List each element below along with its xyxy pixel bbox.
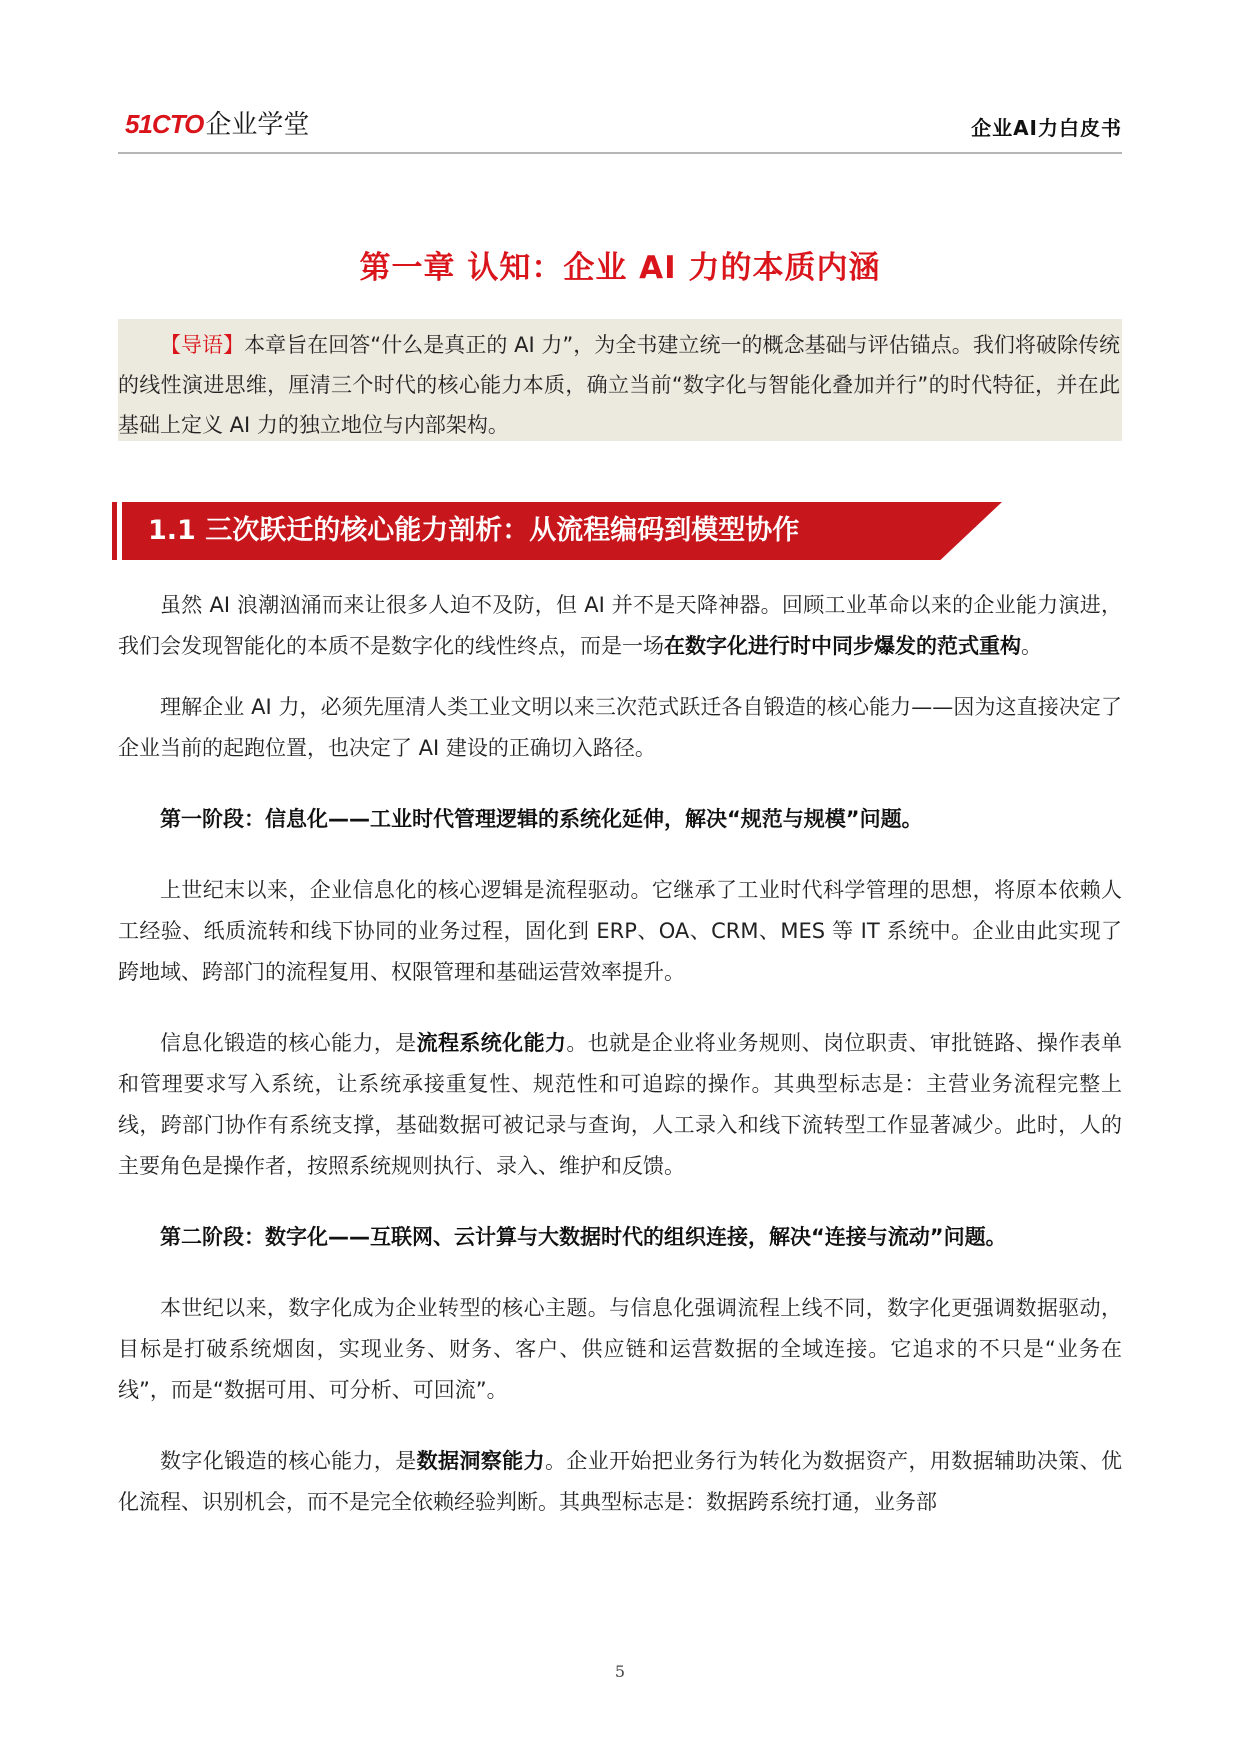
paragraph-1-end: 。 bbox=[1021, 634, 1042, 658]
paragraph-1 bbox=[118, 585, 1122, 667]
paragraph-6 bbox=[118, 1441, 1122, 1523]
brand-logo bbox=[125, 108, 309, 141]
paragraph-1-emphasis: 在数字化进行时中同步爆发的范式重构 bbox=[664, 634, 1021, 658]
paragraph-6-post: 。企业开始把业务行为转化为数据资产，用数据辅助决策、优化流程、识别机会，而不是完全依赖经验判断。其典型标志是：数据跨系统打通，业务部 bbox=[118, 1449, 1123, 1514]
paragraph-4-pre: 信息化锻造的核心能力，是 bbox=[160, 1031, 417, 1055]
paragraph-4-post: 。也就是企业将业务规则、岗位职责、审批链路、操作表单和管理要求写入系统，让系统承接重复性、规范性和可追踪的操作。其典型标志是：主营业务流程完整上线，跨部门协作有系统支撑，基础数据可被记录与查询，人工录入和线下流转型工作显著减少。此时，人的主要角色是操作者，按照系统规则执行、录入、维护和反馈。 bbox=[118, 1031, 1123, 1178]
intro-box bbox=[118, 319, 1122, 441]
section-banner-bar bbox=[112, 502, 117, 560]
body-content bbox=[118, 585, 1122, 1543]
logo-mark: 51CTO bbox=[125, 109, 204, 139]
page-number: 5 bbox=[614, 1662, 626, 1681]
logo-text: 企业学堂 bbox=[205, 110, 310, 140]
stage-1-heading: 第一阶段：信息化——工业时代管理逻辑的系统化延伸，解决“规范与规模”问题。 bbox=[160, 807, 923, 831]
intro-paragraph bbox=[118, 325, 1120, 445]
paragraph-1-text: 虽然 AI 浪潮汹涌而来让很多人迫不及防，但 AI 并不是天降神器。回顾工业革命以来的企业能力演进，我们会发现智能化的本质不是数字化的线性终点，而是一场 bbox=[118, 593, 1122, 658]
paragraph-4-emphasis: 流程系统化能力 bbox=[416, 1031, 567, 1055]
section-banner bbox=[112, 502, 1002, 560]
intro-text: 本章旨在回答“什么是真正的 AI 力”，为全书建立统一的概念基础与评估锚点。我们将破除传统的线性演进思维，厘清三个时代的核心能力本质，确立当前“数字化与智能化叠加并行”的时代特征，并在此基础上定义 AI 力的独立地位与内部架构。 bbox=[118, 333, 1121, 437]
stage-2-heading: 第二阶段：数字化——互联网、云计算与大数据时代的组织连接，解决“连接与流动”问题。 bbox=[160, 1225, 1007, 1249]
paragraph-4 bbox=[118, 1023, 1122, 1187]
paragraph-3: 上世纪末以来，企业信息化的核心逻辑是流程驱动。它继承了工业时代科学管理的思想，将原本依赖人工经验、纸质流转和线下协同的业务过程，固化到 ERP、OA、CRM、MES 等 IT 系统中。企业由此实现了跨地域、跨部门的流程复用、权限管理和基础运营效率提升。 bbox=[118, 878, 1122, 984]
intro-label: 【导语】 bbox=[160, 333, 245, 357]
section-title: 1.1 三次跃迁的核心能力剖析：从流程编码到模型协作 bbox=[148, 515, 800, 546]
document-title: 企业AI力白皮书 bbox=[971, 116, 1122, 140]
page-header bbox=[118, 104, 1122, 152]
paragraph-5: 本世纪以来，数字化成为企业转型的核心主题。与信息化强调流程上线不同，数字化更强调数据驱动，目标是打破系统烟囱，实现业务、财务、客户、供应链和运营数据的全域连接。它追求的不只是“业务在线”，而是“数据可用、可分析、可回流”。 bbox=[118, 1296, 1122, 1402]
paragraph-2: 理解企业 AI 力，必须先厘清人类工业文明以来三次范式跃迁各自锻造的核心能力——因为这直接决定了企业当前的起跑位置，也决定了 AI 建设的正确切入路径。 bbox=[118, 695, 1122, 760]
paragraph-6-emphasis: 数据洞察能力 bbox=[416, 1449, 545, 1473]
header-divider bbox=[118, 152, 1122, 154]
chapter-title: 第一章 认知：企业 AI 力的本质内涵 bbox=[359, 250, 881, 286]
paragraph-6-pre: 数字化锻造的核心能力，是 bbox=[160, 1449, 417, 1473]
